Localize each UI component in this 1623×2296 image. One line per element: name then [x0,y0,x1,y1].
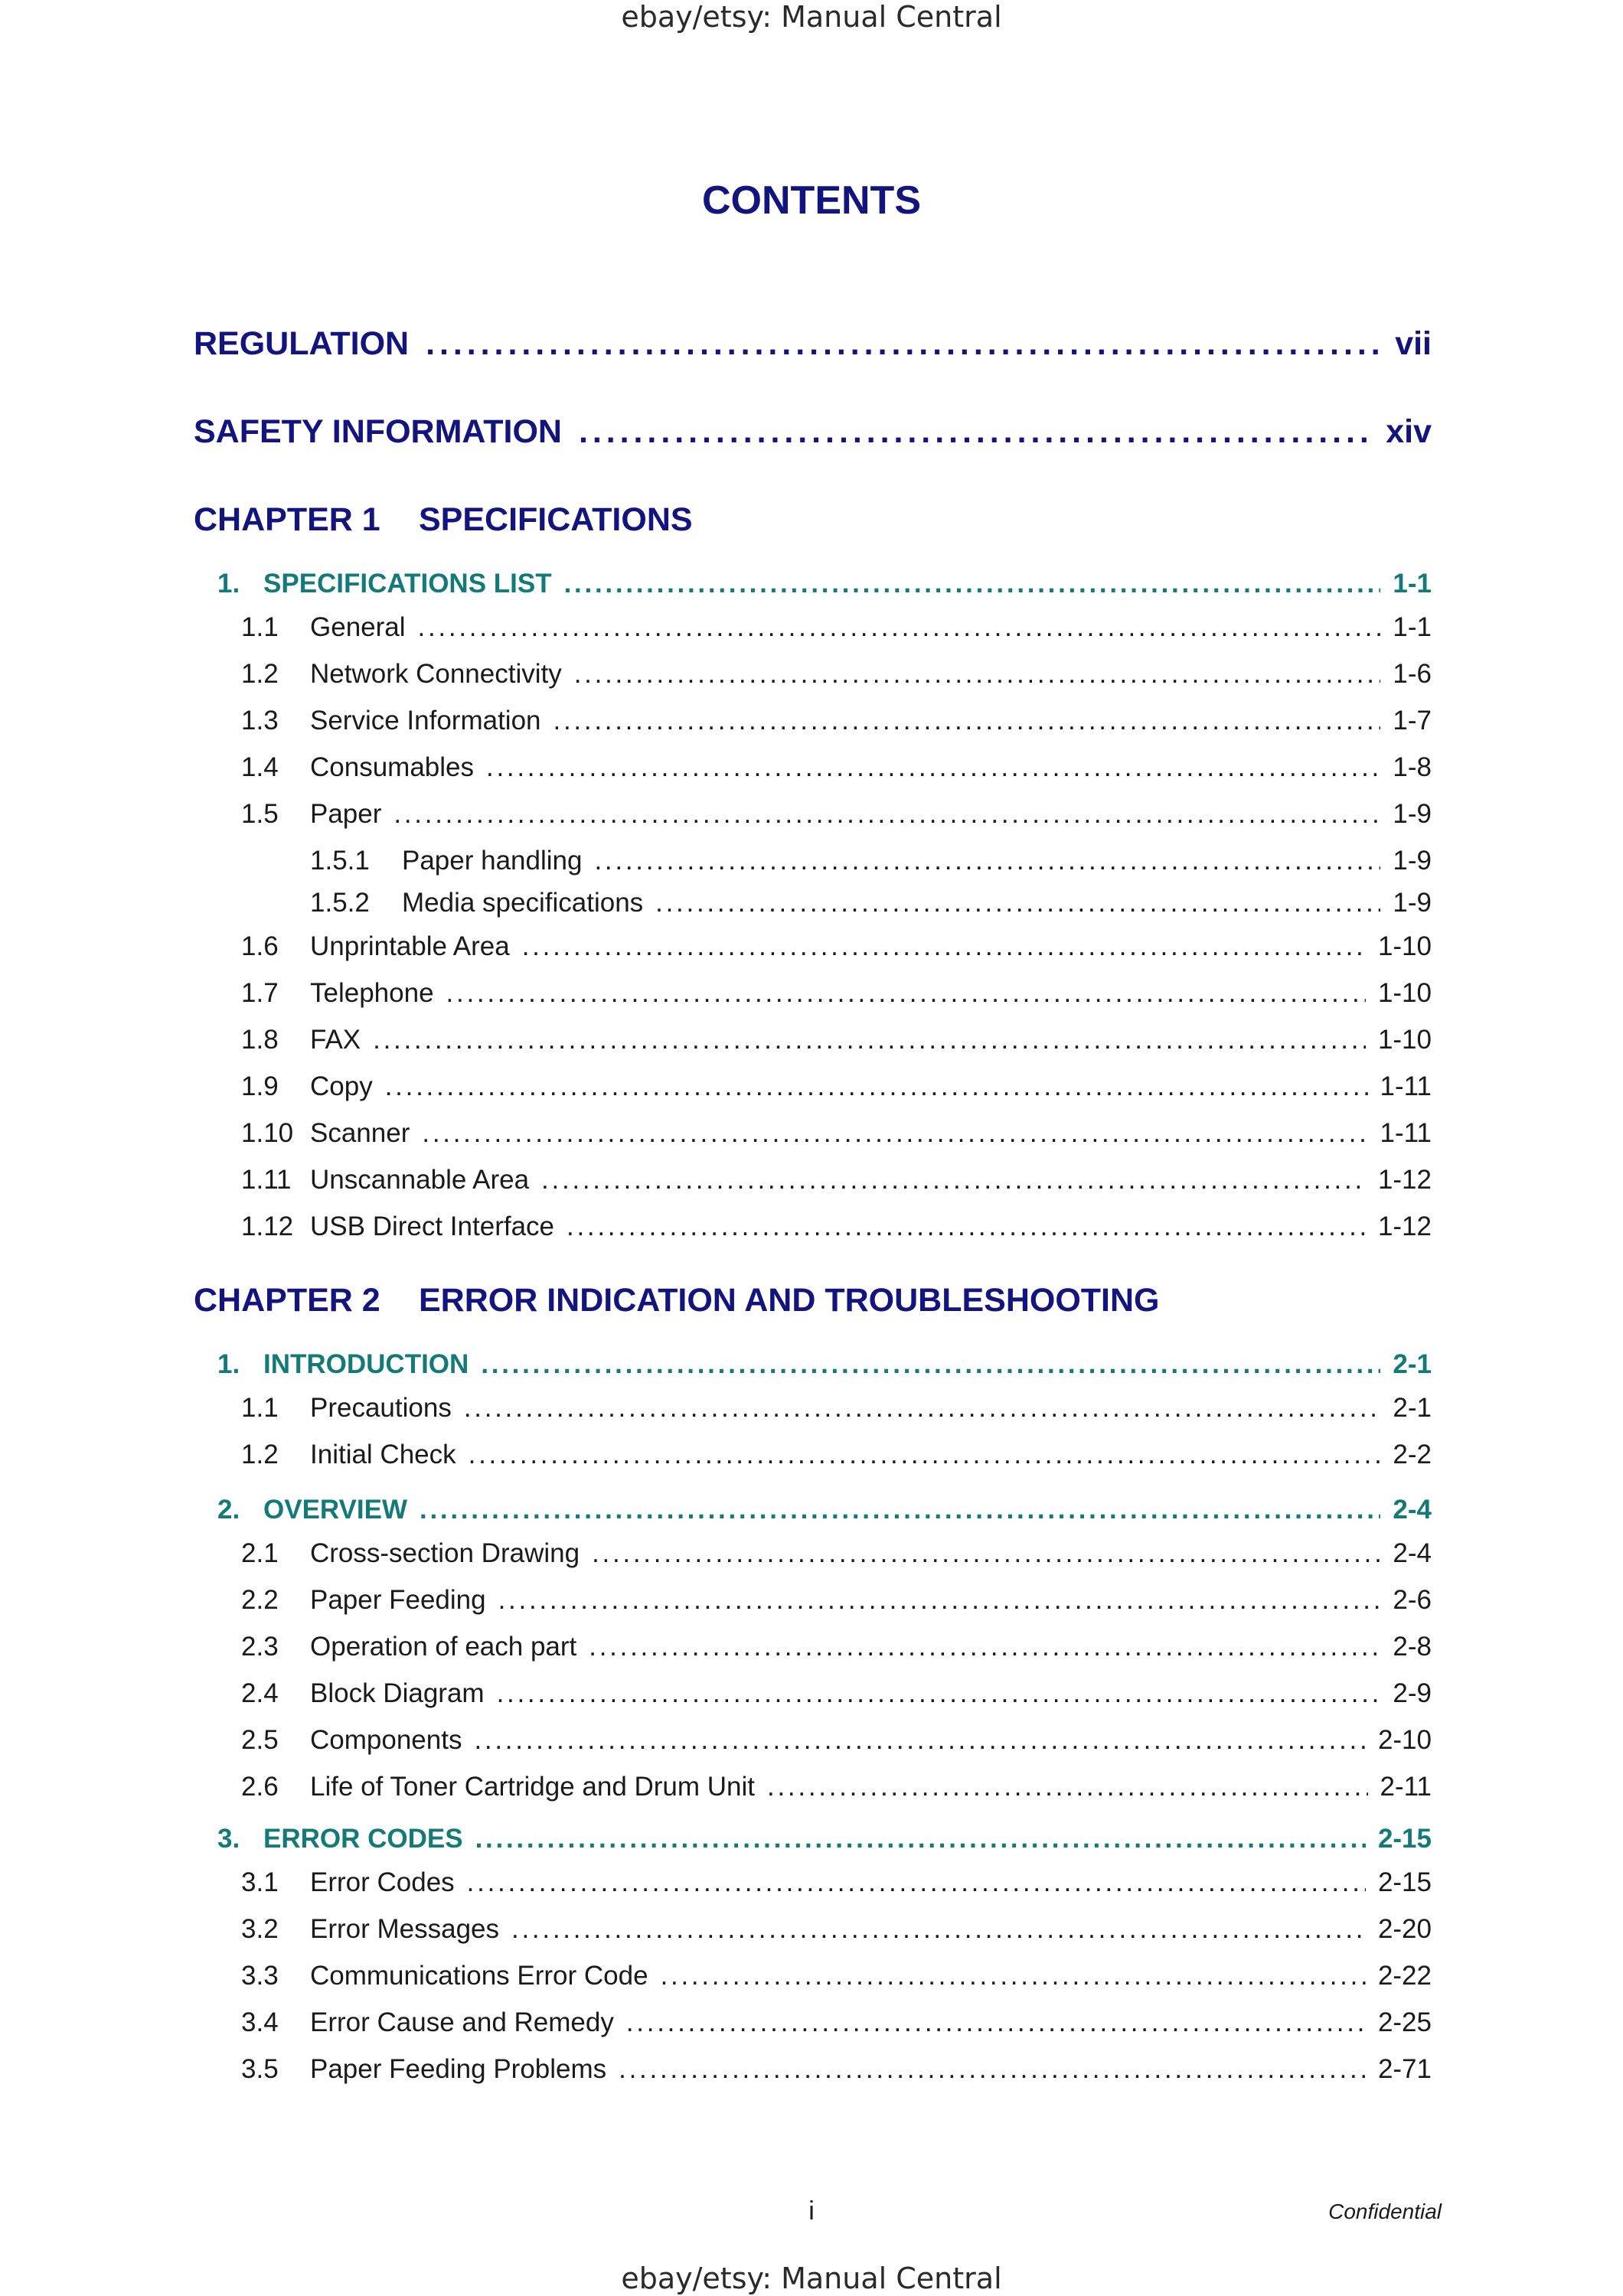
watermark-top: ebay/etsy: Manual Central [621,0,1002,34]
toc-number: 2. [217,1495,240,1525]
toc-entry-safety-information[interactable] [194,413,1432,451]
toc-item[interactable] [241,1071,1432,1102]
toc-page: 2-10 [1377,1725,1432,1755]
toc-label: Network Connectivity [310,659,562,689]
toc-leader [426,325,1378,363]
toc-item[interactable] [241,978,1432,1009]
toc-page: 2-9 [1393,1678,1432,1708]
toc-leader [481,1349,1380,1380]
toc-number: 1.6 [241,931,279,961]
toc-page: 1-1 [1393,569,1432,598]
toc-label: General [310,612,406,642]
toc-page: 1-12 [1377,1212,1432,1241]
toc-number: 1.10 [241,1118,294,1148]
toc-label: OVERVIEW [263,1495,408,1525]
toc-item[interactable] [241,1914,1432,1945]
toc-page: 2-1 [1393,1349,1432,1379]
toc-number: 3.2 [241,1914,279,1944]
toc-page: 1-10 [1377,978,1432,1008]
page-title: CONTENTS [702,178,921,223]
toc-leader [446,978,1366,1009]
toc-leader [511,1914,1366,1945]
toc-number: 2.3 [241,1632,279,1662]
toc-leader [541,1165,1366,1195]
toc-page: 2-71 [1377,2054,1432,2084]
toc-item[interactable] [241,1678,1432,1709]
toc-leader [373,1025,1366,1055]
toc-label: Consumables [310,752,474,782]
toc-page: 1-8 [1393,752,1432,782]
toc-label: Cross-section Drawing [310,1538,580,1568]
toc-leader [469,1440,1381,1470]
toc-number: 3.4 [241,2007,279,2037]
toc-label: REGULATION [194,325,410,362]
toc-item[interactable] [241,1212,1432,1242]
toc-label: Unscannable Area [310,1165,530,1195]
toc-leader [767,1772,1368,1802]
toc-label: INTRODUCTION [263,1349,469,1379]
toc-page: 2-15 [1377,1867,1432,1897]
toc-number: 1.2 [241,1440,279,1469]
toc-label: Paper Feeding Problems [310,2054,607,2084]
toc-page: xiv [1386,413,1432,450]
toc-leader [626,2007,1366,2038]
toc-label: Communications Error Code [310,1961,648,1991]
toc-label: SPECIFICATIONS LIST [263,569,552,598]
toc-leader [554,706,1381,736]
toc-subitem[interactable] [310,888,1432,918]
toc-leader [464,1393,1381,1424]
toc-label: Initial Check [310,1440,456,1469]
toc-number: 1.7 [241,978,279,1008]
toc-section[interactable] [217,1349,1432,1380]
toc-page: 1-6 [1393,659,1432,689]
toc-number: 3.1 [241,1867,279,1897]
toc-item[interactable] [241,659,1432,690]
toc-number: 1.9 [241,1071,279,1101]
toc-page: 1-10 [1377,1025,1432,1055]
toc-leader [385,1071,1368,1102]
toc-label: Telephone [310,978,434,1008]
toc-leader [589,1632,1380,1662]
toc-page: 1-11 [1380,1071,1432,1101]
toc-label: USB Direct Interface [310,1212,554,1241]
toc-number: 1.5.2 [310,888,370,918]
toc-page: 1-12 [1377,1165,1432,1195]
toc-number: 1.4 [241,752,279,782]
toc-number: 1. [217,1349,240,1379]
toc-page: 2-15 [1377,1824,1432,1854]
toc-item[interactable] [241,1867,1432,1898]
toc-item[interactable] [241,1118,1432,1149]
toc-leader [574,659,1381,690]
toc-number: 2.1 [241,1538,279,1568]
toc-leader [418,612,1381,643]
toc-leader [486,752,1380,783]
toc-number: 1.11 [241,1165,292,1195]
toc-number: 3.5 [241,2054,279,2084]
toc-page: 1-1 [1393,612,1432,642]
chapter-title: SPECIFICATIONS [419,501,693,538]
toc-leader [655,888,1380,918]
toc-label: Unprintable Area [310,931,510,961]
toc-number: 1.3 [241,706,279,735]
toc-label: FAX [310,1025,361,1055]
toc-item[interactable] [241,1393,1432,1424]
toc-leader [394,799,1380,830]
chapter-number: CHAPTER 1 [194,501,380,538]
toc-page: 2-4 [1393,1538,1432,1568]
confidential-note: Confidential [1328,2200,1442,2223]
toc-label: Paper Feeding [310,1585,486,1615]
toc-page: 2-4 [1393,1495,1432,1525]
toc-number: 3. [217,1824,240,1854]
toc-page: 1-10 [1377,931,1432,961]
toc-page: 1-7 [1393,706,1432,735]
toc-label: SAFETY INFORMATION [194,413,562,450]
toc-item[interactable] [241,1165,1432,1195]
toc-item[interactable] [241,1538,1432,1569]
toc-label: Precautions [310,1393,452,1423]
toc-leader [474,1725,1365,1756]
page-number: i [808,2197,815,2226]
toc-item[interactable] [241,612,1432,643]
toc-number: 1.5 [241,799,279,829]
toc-leader [594,846,1380,876]
toc-number: 2.6 [241,1772,279,1802]
toc-leader [564,569,1381,599]
toc-leader [661,1961,1366,1991]
toc-page: 2-1 [1393,1393,1432,1423]
toc-label: Paper [310,799,382,829]
toc-label: Block Diagram [310,1678,485,1708]
toc-item[interactable] [241,1961,1432,1991]
toc-page: 2-6 [1393,1585,1432,1615]
chapter-number: CHAPTER 2 [194,1282,380,1319]
toc-leader [592,1538,1380,1569]
toc-item[interactable] [241,1025,1432,1055]
toc-item[interactable] [241,1725,1432,1756]
toc-subitem[interactable] [310,846,1432,876]
toc-item[interactable] [241,799,1432,830]
toc-label: Components [310,1725,462,1755]
toc-leader [467,1867,1366,1898]
toc-number: 2.4 [241,1678,279,1708]
toc-page: 1-9 [1393,799,1432,829]
watermark-bottom: ebay/etsy: Manual Central [621,2262,1002,2295]
toc-page: 2-25 [1377,2007,1432,2037]
toc-leader [498,1585,1381,1616]
toc-leader [579,413,1369,451]
toc-number: 3.3 [241,1961,279,1991]
toc-page: 2-8 [1393,1632,1432,1662]
toc-section[interactable] [217,569,1432,599]
toc-label: Operation of each part [310,1632,577,1662]
toc-label: Paper handling [402,846,583,876]
toc-item[interactable] [241,1440,1432,1470]
toc-leader [522,931,1366,962]
toc-page: 2-11 [1380,1772,1432,1802]
toc-page: 2-20 [1377,1914,1432,1944]
toc-page: vii [1395,325,1432,362]
toc-number: 2.2 [241,1585,279,1615]
toc-label: Copy [310,1071,373,1101]
toc-item[interactable] [241,1632,1432,1662]
toc-number: 1.1 [241,612,279,642]
toc-page: 2-22 [1377,1961,1432,1991]
toc-page: 1-9 [1393,846,1432,876]
toc-label: Error Messages [310,1914,500,1944]
toc-label: Life of Toner Cartridge and Drum Unit [310,1772,756,1802]
toc-leader [422,1118,1367,1149]
toc-item[interactable] [241,2054,1432,2085]
toc-leader [420,1495,1380,1525]
toc-page: 1-9 [1393,888,1432,918]
toc-number: 1. [217,569,240,598]
toc-label: ERROR CODES [263,1824,463,1854]
toc-page: 1-11 [1380,1118,1432,1148]
chapter-1-heading[interactable] [194,501,693,539]
chapter-2-heading[interactable] [194,1282,1159,1319]
toc-number: 1.1 [241,1393,279,1423]
toc-page: 2-2 [1393,1440,1432,1469]
toc-section[interactable] [217,1495,1432,1525]
toc-number: 1.8 [241,1025,279,1055]
toc-leader [567,1212,1366,1242]
toc-item[interactable] [241,2007,1432,2038]
toc-section[interactable] [217,1824,1432,1854]
toc-label: Error Codes [310,1867,455,1897]
toc-entry-regulation[interactable] [194,325,1432,363]
toc-number: 2.5 [241,1725,279,1755]
toc-leader [619,2054,1366,2085]
toc-number: 1.5.1 [310,846,370,876]
toc-item[interactable] [241,752,1432,783]
toc-item[interactable] [241,1772,1432,1802]
toc-label: Media specifications [402,888,644,918]
toc-label: Scanner [310,1118,410,1148]
toc-number: 1.12 [241,1212,294,1241]
toc-item[interactable] [241,931,1432,962]
toc-number: 1.2 [241,659,279,689]
chapter-title: ERROR INDICATION AND TROUBLESHOOTING [419,1282,1160,1319]
toc-item[interactable] [241,1585,1432,1616]
toc-label: Service Information [310,706,541,735]
toc-leader [475,1824,1366,1854]
toc-item[interactable] [241,706,1432,736]
toc-label: Error Cause and Remedy [310,2007,614,2037]
toc-leader [497,1678,1381,1709]
